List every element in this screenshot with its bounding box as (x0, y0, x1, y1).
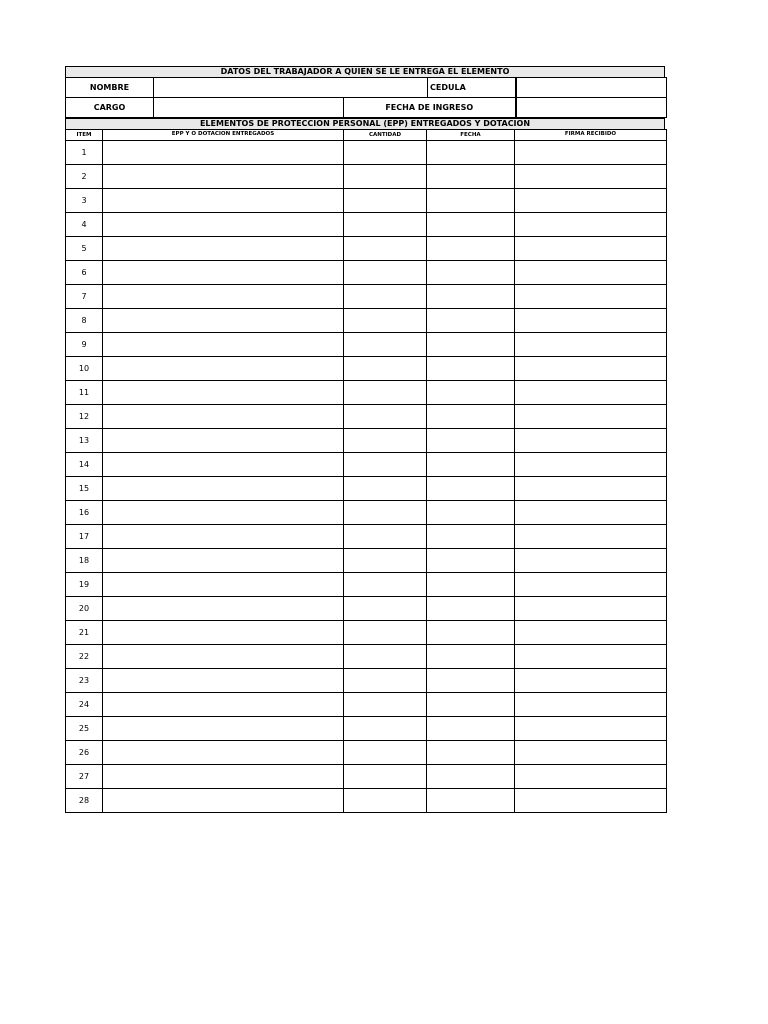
table-row (66, 189, 667, 213)
item-number-cell: 7 (66, 285, 103, 309)
cedula-field[interactable] (516, 78, 667, 98)
epp-description-cell[interactable] (103, 765, 344, 789)
epp-description-cell[interactable] (103, 141, 344, 165)
cantidad-cell[interactable] (344, 381, 427, 405)
fecha-cell[interactable] (427, 789, 515, 813)
table-row (66, 165, 667, 189)
items-body (66, 141, 667, 813)
table-row (66, 381, 667, 405)
cantidad-cell[interactable] (344, 477, 427, 501)
cantidad-cell[interactable] (344, 357, 427, 381)
epp-description-cell[interactable] (103, 477, 344, 501)
fecha-cell[interactable] (427, 525, 515, 549)
epp-description-cell[interactable] (103, 501, 344, 525)
fecha-cell[interactable] (427, 141, 515, 165)
fecha-cell[interactable] (427, 549, 515, 573)
cantidad-cell[interactable] (344, 165, 427, 189)
fecha-cell[interactable] (427, 237, 515, 261)
item-number-cell: 6 (66, 261, 103, 285)
epp-description-cell[interactable] (103, 453, 344, 477)
fecha-cell[interactable] (427, 765, 515, 789)
cantidad-cell[interactable] (344, 501, 427, 525)
item-number-cell: 3 (66, 189, 103, 213)
fecha-column-header: FECHA (427, 130, 515, 141)
worker-info-table (65, 77, 667, 118)
item-number-cell: 14 (66, 453, 103, 477)
table-row (66, 765, 667, 789)
table-row (66, 333, 667, 357)
firma-cell[interactable] (515, 669, 667, 693)
cargo-field[interactable] (154, 98, 344, 118)
fecha-cell[interactable] (427, 429, 515, 453)
table-row (66, 357, 667, 381)
item-number-cell: 25 (66, 717, 103, 741)
epp-delivery-form (65, 66, 665, 813)
fecha-cell[interactable] (427, 381, 515, 405)
item-number-cell: 27 (66, 765, 103, 789)
firma-cell[interactable] (515, 237, 667, 261)
fecha-cell[interactable] (427, 333, 515, 357)
nombre-label: NOMBRE (66, 78, 154, 98)
item-number-cell: 2 (66, 165, 103, 189)
fecha-cell[interactable] (427, 285, 515, 309)
fecha-ingreso-label: FECHA DE INGRESO (344, 98, 516, 118)
firma-cell[interactable] (515, 717, 667, 741)
item-number-cell: 9 (66, 333, 103, 357)
fecha-cell[interactable] (427, 645, 515, 669)
table-row (66, 477, 667, 501)
fecha-cell[interactable] (427, 621, 515, 645)
item-number-cell: 15 (66, 477, 103, 501)
epp-column-header: EPP Y O DOTACION ENTREGADOS (103, 130, 344, 141)
fecha-cell[interactable] (427, 573, 515, 597)
nombre-row (66, 78, 667, 98)
epp-description-cell[interactable] (103, 525, 344, 549)
cantidad-cell[interactable] (344, 285, 427, 309)
item-number-cell: 23 (66, 669, 103, 693)
fecha-cell[interactable] (427, 597, 515, 621)
epp-description-cell[interactable] (103, 381, 344, 405)
firma-cell[interactable] (515, 477, 667, 501)
item-number-cell: 17 (66, 525, 103, 549)
fecha-cell[interactable] (427, 261, 515, 285)
firma-cell[interactable] (515, 645, 667, 669)
firma-cell[interactable] (515, 549, 667, 573)
epp-items-table (65, 129, 667, 813)
firma-cell[interactable] (515, 621, 667, 645)
cantidad-cell[interactable] (344, 405, 427, 429)
cantidad-cell[interactable] (344, 309, 427, 333)
firma-cell[interactable] (515, 357, 667, 381)
epp-description-cell[interactable] (103, 285, 344, 309)
table-row (66, 405, 667, 429)
table-row (66, 429, 667, 453)
cantidad-cell[interactable] (344, 765, 427, 789)
epp-description-cell[interactable] (103, 429, 344, 453)
table-row (66, 717, 667, 741)
cantidad-cell[interactable] (344, 525, 427, 549)
table-row (66, 597, 667, 621)
epp-description-cell[interactable] (103, 597, 344, 621)
table-row (66, 525, 667, 549)
table-row (66, 501, 667, 525)
firma-cell[interactable] (515, 789, 667, 813)
epp-section-title: ELEMENTOS DE PROTECCION PERSONAL (EPP) ENTREGADOS Y DOTACION (65, 118, 665, 129)
table-row (66, 261, 667, 285)
item-number-cell: 10 (66, 357, 103, 381)
epp-description-cell[interactable] (103, 741, 344, 765)
firma-cell[interactable] (515, 405, 667, 429)
table-row (66, 453, 667, 477)
table-row (66, 285, 667, 309)
epp-description-cell[interactable] (103, 717, 344, 741)
table-row (66, 549, 667, 573)
cantidad-cell[interactable] (344, 597, 427, 621)
cantidad-cell[interactable] (344, 645, 427, 669)
cargo-row (66, 98, 667, 118)
fecha-ingreso-field[interactable] (516, 98, 667, 118)
item-number-cell: 18 (66, 549, 103, 573)
cantidad-cell[interactable] (344, 261, 427, 285)
item-number-cell: 20 (66, 597, 103, 621)
epp-description-cell[interactable] (103, 621, 344, 645)
epp-description-cell[interactable] (103, 405, 344, 429)
item-number-cell: 8 (66, 309, 103, 333)
firma-cell[interactable] (515, 525, 667, 549)
item-number-cell: 24 (66, 693, 103, 717)
fecha-cell[interactable] (427, 501, 515, 525)
firma-cell[interactable] (515, 165, 667, 189)
epp-description-cell[interactable] (103, 333, 344, 357)
table-row (66, 669, 667, 693)
epp-description-cell[interactable] (103, 645, 344, 669)
firma-cell[interactable] (515, 189, 667, 213)
item-number-cell: 16 (66, 501, 103, 525)
table-row (66, 693, 667, 717)
firma-cell[interactable] (515, 429, 667, 453)
cantidad-cell[interactable] (344, 669, 427, 693)
firma-cell[interactable] (515, 693, 667, 717)
epp-description-cell[interactable] (103, 309, 344, 333)
cantidad-cell[interactable] (344, 741, 427, 765)
firma-cell[interactable] (515, 261, 667, 285)
firma-cell[interactable] (515, 597, 667, 621)
table-row (66, 141, 667, 165)
item-number-cell: 12 (66, 405, 103, 429)
fecha-cell[interactable] (427, 405, 515, 429)
cargo-label: CARGO (66, 98, 154, 118)
fecha-cell[interactable] (427, 741, 515, 765)
firma-cell[interactable] (515, 141, 667, 165)
item-number-cell: 21 (66, 621, 103, 645)
item-number-cell: 4 (66, 213, 103, 237)
fecha-cell[interactable] (427, 477, 515, 501)
fecha-cell[interactable] (427, 453, 515, 477)
item-column-header: ITEM (66, 130, 103, 141)
table-row (66, 309, 667, 333)
epp-description-cell[interactable] (103, 237, 344, 261)
fecha-cell[interactable] (427, 213, 515, 237)
cantidad-cell[interactable] (344, 141, 427, 165)
table-row (66, 645, 667, 669)
cantidad-cell[interactable] (344, 237, 427, 261)
cantidad-cell[interactable] (344, 621, 427, 645)
epp-description-cell[interactable] (103, 549, 344, 573)
firma-cell[interactable] (515, 381, 667, 405)
epp-description-cell[interactable] (103, 357, 344, 381)
item-number-cell: 5 (66, 237, 103, 261)
cantidad-cell[interactable] (344, 429, 427, 453)
epp-description-cell[interactable] (103, 261, 344, 285)
firma-cell[interactable] (515, 501, 667, 525)
cantidad-cell[interactable] (344, 717, 427, 741)
epp-description-cell[interactable] (103, 789, 344, 813)
items-header-row (66, 130, 667, 141)
table-row (66, 741, 667, 765)
table-row (66, 213, 667, 237)
fecha-cell[interactable] (427, 189, 515, 213)
table-row (66, 789, 667, 813)
cantidad-cell[interactable] (344, 549, 427, 573)
cantidad-cell[interactable] (344, 789, 427, 813)
item-number-cell: 22 (66, 645, 103, 669)
fecha-cell[interactable] (427, 717, 515, 741)
item-number-cell: 19 (66, 573, 103, 597)
firma-cell[interactable] (515, 741, 667, 765)
table-row (66, 237, 667, 261)
firma-cell[interactable] (515, 333, 667, 357)
cantidad-cell[interactable] (344, 573, 427, 597)
fecha-cell[interactable] (427, 669, 515, 693)
fecha-cell[interactable] (427, 693, 515, 717)
item-number-cell: 1 (66, 141, 103, 165)
table-row (66, 573, 667, 597)
worker-section-title: DATOS DEL TRABAJADOR A QUIEN SE LE ENTREGA EL ELEMENTO (65, 66, 665, 77)
epp-description-cell[interactable] (103, 189, 344, 213)
table-row (66, 621, 667, 645)
cantidad-cell[interactable] (344, 213, 427, 237)
firma-cell[interactable] (515, 285, 667, 309)
cantidad-column-header: CANTIDAD (344, 130, 427, 141)
fecha-cell[interactable] (427, 357, 515, 381)
firma-cell[interactable] (515, 573, 667, 597)
item-number-cell: 13 (66, 429, 103, 453)
item-number-cell: 26 (66, 741, 103, 765)
epp-description-cell[interactable] (103, 213, 344, 237)
cantidad-cell[interactable] (344, 693, 427, 717)
cedula-label: CEDULA (428, 78, 516, 98)
firma-cell[interactable] (515, 309, 667, 333)
epp-description-cell[interactable] (103, 693, 344, 717)
firma-cell[interactable] (515, 765, 667, 789)
cantidad-cell[interactable] (344, 189, 427, 213)
item-number-cell: 11 (66, 381, 103, 405)
firma-cell[interactable] (515, 213, 667, 237)
firma-column-header: FIRMA RECIBIDO (515, 130, 667, 141)
firma-cell[interactable] (515, 453, 667, 477)
fecha-cell[interactable] (427, 165, 515, 189)
cantidad-cell[interactable] (344, 333, 427, 357)
fecha-cell[interactable] (427, 309, 515, 333)
nombre-field[interactable] (154, 78, 428, 98)
epp-description-cell[interactable] (103, 165, 344, 189)
epp-description-cell[interactable] (103, 573, 344, 597)
cantidad-cell[interactable] (344, 453, 427, 477)
epp-description-cell[interactable] (103, 669, 344, 693)
item-number-cell: 28 (66, 789, 103, 813)
